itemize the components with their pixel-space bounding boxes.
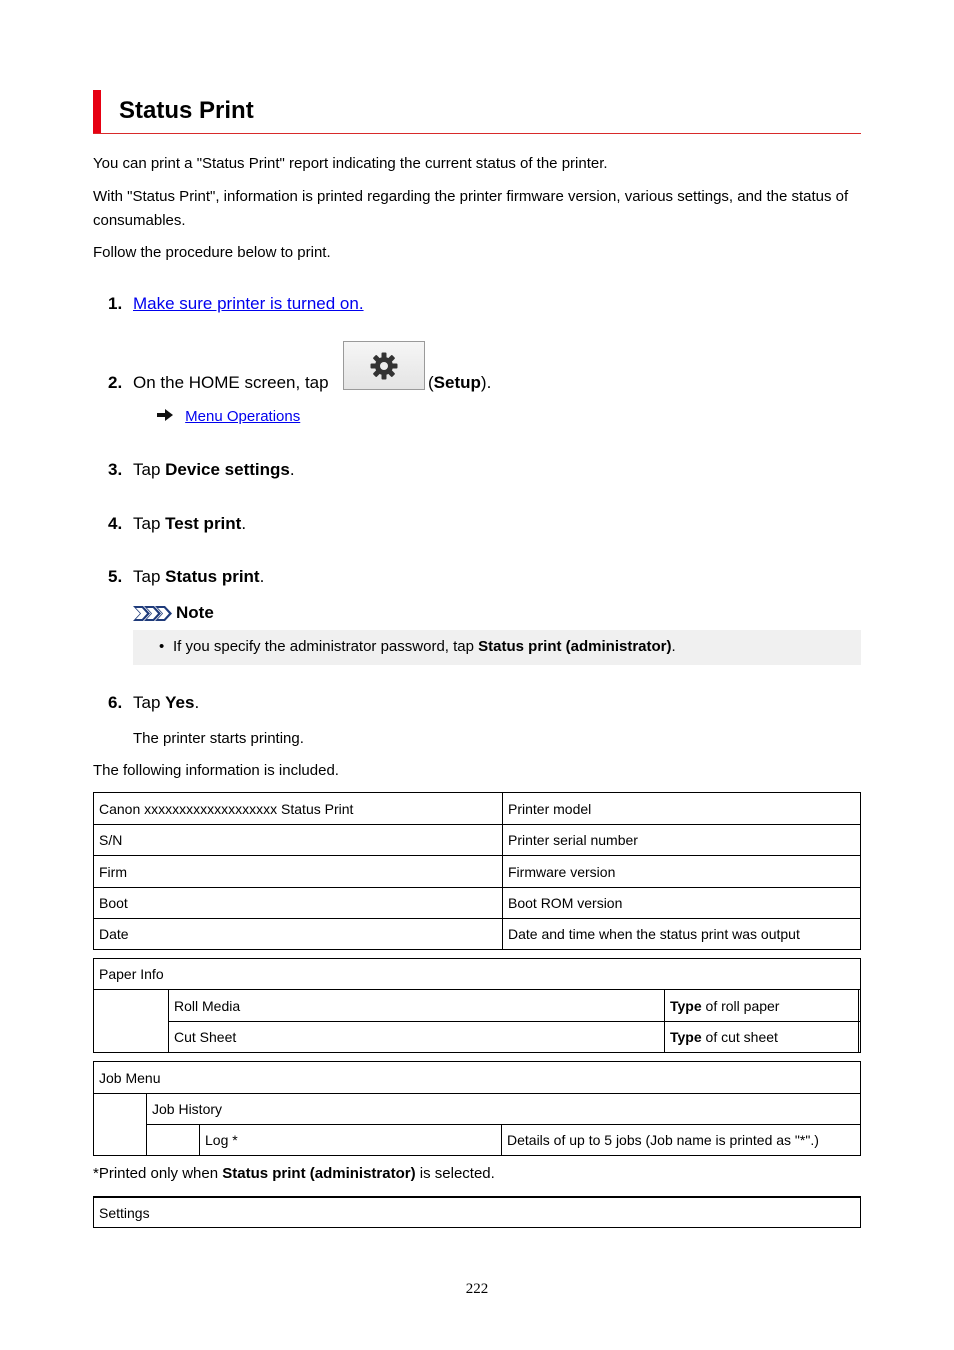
table-cell: Printer model: [508, 800, 592, 817]
arrow-right-icon: [157, 408, 175, 425]
step-1-text: [133, 294, 364, 314]
table-cell: Boot ROM version: [508, 895, 623, 911]
step-3-text: [133, 460, 295, 480]
step-4-pre: Tap: [133, 514, 166, 533]
step-2-suffix: [428, 373, 491, 393]
note-bold: Status print (administrator): [478, 638, 672, 655]
step-6-number: 6.: [108, 693, 123, 712]
step-4-number: 4.: [108, 514, 123, 533]
table-subheader: Job History: [152, 1101, 223, 1117]
table-header: Paper Info: [99, 966, 164, 982]
footnote: [93, 1162, 863, 1186]
step-5-pre: Tap: [133, 567, 166, 586]
table-header: Job Menu: [99, 1069, 161, 1086]
printer-info-table: [93, 792, 861, 950]
intro-paragraph-1: You can print a "Status Print" report indicating the current status of the printer.: [93, 155, 608, 172]
footnote-pre: *Printed only when: [93, 1165, 223, 1182]
job-menu-table: [93, 1061, 861, 1156]
heading-accent-bar: [93, 90, 101, 133]
step-2-pre: On the HOME screen, tap: [133, 373, 329, 392]
menu-operations-link[interactable]: Menu Operations: [185, 408, 301, 425]
note-post: .: [671, 638, 676, 655]
cell-bold: Type: [670, 1029, 702, 1045]
table-cell: Firmware version: [508, 863, 616, 880]
step-4-bold: Test print: [165, 514, 242, 533]
page-number: 222: [465, 1281, 489, 1297]
note-label: Note: [176, 603, 214, 622]
step-2-number: 2.: [108, 373, 123, 392]
cell-rest: of cut sheet: [701, 1029, 778, 1045]
power-on-link[interactable]: Make sure printer is turned on.: [133, 294, 364, 313]
menu-operations-ref: [157, 408, 300, 425]
section-heading: [93, 90, 861, 134]
table-cell: Date and time when the status print was output: [508, 926, 800, 942]
step-5-number: 5.: [108, 567, 123, 586]
step-4-text: [133, 514, 246, 534]
bullet-icon: •: [159, 638, 165, 655]
setup-button-image: [343, 341, 425, 390]
note-pre: If you specify the administrator password, tap: [173, 638, 479, 655]
step-6-pre: Tap: [133, 693, 166, 712]
step-3-number: 3.: [108, 460, 123, 479]
page-title: Status Print: [119, 97, 254, 124]
table-cell: Log *: [205, 1132, 238, 1148]
step-3-post: .: [289, 460, 295, 479]
table-cell: Details of up to 5 jobs (Job name is printed as "*".): [507, 1132, 819, 1148]
table-cell: Roll Media: [174, 997, 241, 1014]
table-cell: [665, 1022, 858, 1052]
gear-icon: [369, 351, 399, 381]
footnote-post: is selected.: [415, 1165, 495, 1182]
step-3-pre: Tap: [133, 460, 166, 479]
cell-rest: of roll paper: [701, 997, 780, 1014]
table-cell: Boot: [99, 895, 128, 911]
included-info-text: The following information is included.: [93, 762, 339, 779]
table-cell: S/N: [99, 832, 123, 848]
step-4-post: .: [241, 514, 247, 533]
table-cell: [665, 990, 858, 1021]
step-6-post: .: [194, 693, 200, 712]
intro-paragraph-2: With "Status Print", information is printed regarding the printer firmware version, various settings, and the status of consumables.: [93, 188, 849, 229]
step-2-bold: Setup: [433, 373, 481, 392]
step-6-bold: Yes: [165, 693, 195, 712]
table-cell: Printer serial number: [508, 832, 638, 848]
table-cell: Canon xxxxxxxxxxxxxxxxxxx Status Print: [99, 800, 354, 817]
step-6-text: [133, 693, 199, 713]
note-box: [133, 630, 861, 665]
intro-paragraph-3: Follow the procedure below to print.: [93, 244, 331, 261]
table-header: Settings: [99, 1204, 150, 1221]
step-5-post: .: [259, 567, 265, 586]
step-6-description: The printer starts printing.: [133, 730, 304, 747]
step-1-number: 1.: [108, 294, 123, 313]
note-text: [173, 638, 676, 655]
settings-table: [93, 1196, 861, 1228]
note-chevrons-icon: [133, 605, 173, 622]
table-cell: Cut Sheet: [174, 1029, 237, 1045]
table-cell: Date: [99, 926, 129, 942]
step-2-open-paren: (: [428, 373, 434, 392]
step-3-bold: Device settings: [165, 460, 290, 479]
table-cell: Firm: [99, 863, 127, 880]
paper-info-table: [93, 958, 861, 1053]
step-5-bold: Status print: [165, 567, 260, 586]
step-5-text: [133, 567, 264, 587]
step-2-post: ).: [480, 373, 492, 392]
footnote-bold: Status print (administrator): [222, 1165, 416, 1182]
cell-bold: Type: [670, 997, 702, 1014]
